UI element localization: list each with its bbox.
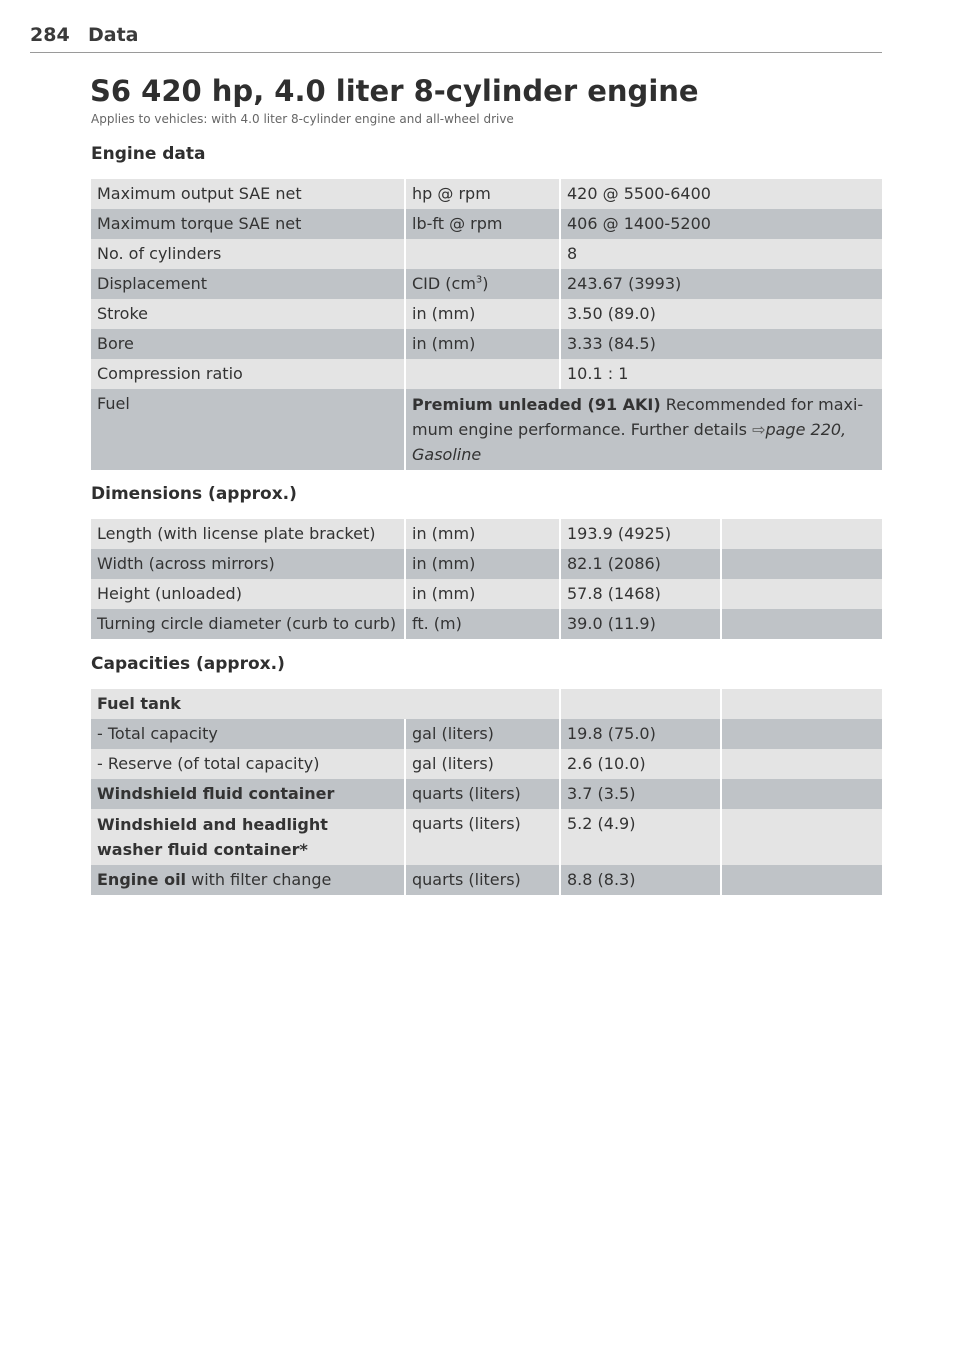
row-unit: in (mm) [405, 519, 560, 549]
row-value: 39.0 (11.9) [560, 609, 721, 639]
row-empty [560, 689, 721, 719]
table-row [91, 719, 882, 749]
page-number: 284 [30, 24, 70, 46]
page-header [30, 22, 882, 53]
row-value: 3.7 (3.5) [560, 779, 721, 809]
row-label: Displacement [91, 269, 405, 299]
page-title: S6 420 hp, 4.0 liter 8-cylinder engine [90, 74, 699, 108]
table-row [91, 209, 882, 239]
row-unit: hp @ rpm [405, 179, 560, 209]
row-unit: lb-ft @ rpm [405, 209, 560, 239]
table-row [91, 689, 882, 719]
applies-note: Applies to vehicles: with 4.0 liter 8-cylinder engine and all-wheel drive [91, 112, 514, 126]
row-empty [721, 749, 882, 779]
row-value: 2.6 (10.0) [560, 749, 721, 779]
row-unit [405, 239, 560, 269]
row-label: Stroke [91, 299, 405, 329]
row-unit: in (mm) [405, 329, 560, 359]
row-empty [721, 549, 882, 579]
row-value: 19.8 (75.0) [560, 719, 721, 749]
engine-data-heading: Engine data [91, 144, 206, 164]
row-unit: quarts (liters) [405, 865, 560, 895]
table-row [91, 865, 882, 895]
table-row [91, 269, 882, 299]
arrow-right-icon: ⇨ [752, 420, 766, 439]
row-value: 82.1 (2086) [560, 549, 721, 579]
row-label: Width (across mirrors) [91, 549, 405, 579]
row-label: Length (with license plate bracket) [91, 519, 405, 549]
row-value: 8.8 (8.3) [560, 865, 721, 895]
engine-data-table [91, 179, 882, 470]
row-value: 3.33 (84.5) [560, 329, 882, 359]
row-unit: in (mm) [405, 549, 560, 579]
row-unit [405, 359, 560, 389]
row-label: Maximum output SAE net [91, 179, 405, 209]
row-unit: quarts (liters) [405, 809, 560, 865]
row-label: Windshield fluid container [91, 779, 405, 809]
row-empty [721, 579, 882, 609]
row-label: - Total capacity [91, 719, 405, 749]
row-unit: ft. (m) [405, 609, 560, 639]
row-label: - Reserve (of total capacity) [91, 749, 405, 779]
table-row [91, 809, 882, 865]
row-unit: gal (liters) [405, 749, 560, 779]
row-empty [721, 719, 882, 749]
row-unit: in (mm) [405, 579, 560, 609]
table-row-fuel [91, 389, 882, 470]
row-empty [721, 779, 882, 809]
row-label: Compression ratio [91, 359, 405, 389]
table-row [91, 519, 882, 549]
dimensions-table [91, 519, 882, 639]
row-value: 8 [560, 239, 882, 269]
table-row [91, 749, 882, 779]
table-row [91, 239, 882, 269]
page-reference-link[interactable]: page 220, Gasoline [412, 420, 847, 464]
fuel-description: Premium unleaded (91 AKI) Recommended for maxi-mum engine performance. Further details ⇨page 220, Gasoline [405, 389, 882, 470]
row-value: 3.50 (89.0) [560, 299, 882, 329]
fuel-tank-label: Fuel tank [91, 689, 560, 719]
capacities-table [91, 689, 882, 895]
row-value: 420 @ 5500-6400 [560, 179, 882, 209]
row-label: Maximum torque SAE net [91, 209, 405, 239]
row-value: 5.2 (4.9) [560, 809, 721, 865]
row-value: 57.8 (1468) [560, 579, 721, 609]
row-label: Fuel [91, 389, 405, 470]
fuel-grade: Premium unleaded (91 AKI) [412, 395, 661, 414]
row-value: 193.9 (4925) [560, 519, 721, 549]
row-value: 10.1 : 1 [560, 359, 882, 389]
table-row [91, 359, 882, 389]
row-label: Height (unloaded) [91, 579, 405, 609]
dimensions-heading: Dimensions (approx.) [91, 484, 297, 504]
table-row [91, 609, 882, 639]
section-name: Data [88, 24, 139, 46]
row-unit: gal (liters) [405, 719, 560, 749]
table-row [91, 299, 882, 329]
row-empty [721, 519, 882, 549]
row-empty [721, 809, 882, 865]
row-value: 243.67 (3993) [560, 269, 882, 299]
table-row [91, 549, 882, 579]
row-label: Turning circle diameter (curb to curb) [91, 609, 405, 639]
row-unit: quarts (liters) [405, 779, 560, 809]
row-value: 406 @ 1400-5200 [560, 209, 882, 239]
row-label: Engine oil with filter change [91, 865, 405, 895]
table-row [91, 779, 882, 809]
table-row [91, 179, 882, 209]
row-label: Windshield and headlight washer fluid container* [91, 809, 405, 865]
row-unit: in (mm) [405, 299, 560, 329]
row-label: No. of cylinders [91, 239, 405, 269]
row-empty [721, 609, 882, 639]
table-row [91, 579, 882, 609]
row-empty [721, 865, 882, 895]
capacities-heading: Capacities (approx.) [91, 654, 285, 674]
table-row [91, 329, 882, 359]
row-empty [721, 689, 882, 719]
row-unit: CID $(cm^3)$ [405, 269, 560, 299]
row-label: Bore [91, 329, 405, 359]
